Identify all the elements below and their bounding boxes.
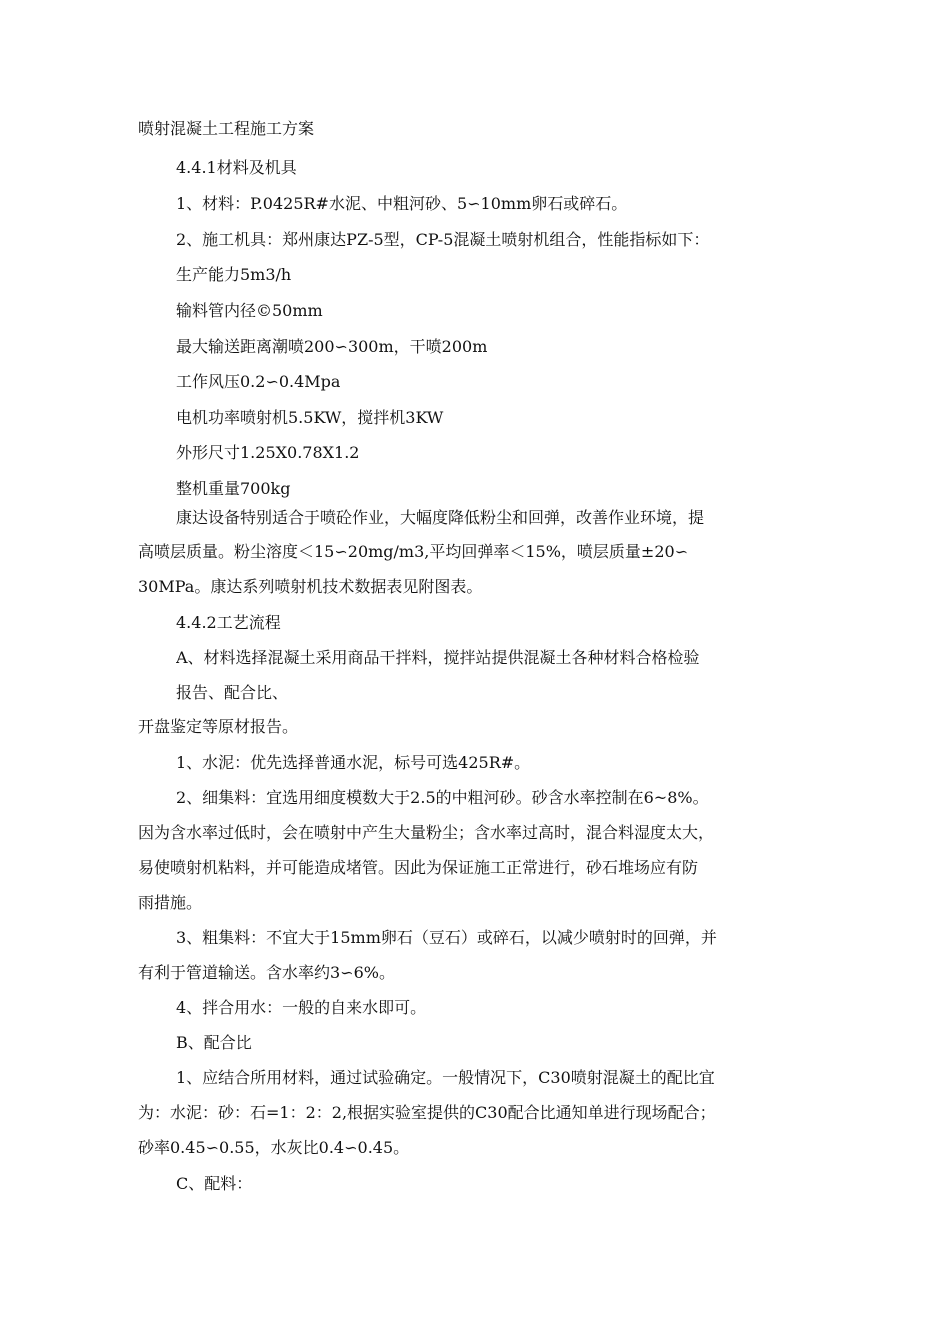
- spec-line: 最大输送距离潮喷200∽300m，干喷200m: [176, 337, 488, 356]
- paragraph-line: 有利于管道输送。含水率约3∽6%。: [138, 963, 395, 982]
- spec-line: 生产能力5m3/h: [176, 265, 292, 284]
- spec-line: 电机功率喷射机5.5KW，搅拌机3KW: [176, 408, 444, 427]
- paragraph-line: 因为含水率过低时，会在喷射中产生大量粉尘；含水率过高时，混合料湿度太大，: [138, 823, 715, 842]
- paragraph-line: 3、粗集料：不宜大于15mm卵石（豆石）或碎石，以减少喷射时的回弹，并: [176, 928, 717, 947]
- spec-line: 外形尺寸1.25X0.78X1.2: [176, 443, 360, 462]
- paragraph-line: 1、应结合所用材料，通过试验确定。一般情况下，C30喷射混凝土的配比宜: [176, 1068, 715, 1087]
- paragraph-line: 为：水泥：砂：石=1：2：2,根据实验室提供的C30配合比通知单进行现场配合；: [138, 1103, 716, 1122]
- document-title: 喷射混凝土工程施工方案: [138, 119, 315, 138]
- paragraph-line: 4、拌合用水：一般的自来水即可。: [176, 998, 427, 1017]
- paragraph-line: 开盘鉴定等原材报告。: [138, 717, 299, 736]
- paragraph-line: 康达设备特别适合于喷砼作业，大幅度降低粉尘和回弹，改善作业环境，提: [176, 508, 705, 527]
- paragraph-line: A、材料选择混凝土采用商品干拌料，搅拌站提供混凝土各种材料合格检验: [176, 648, 700, 667]
- paragraph-line: 高喷层质量。粉尘溶度＜15∽20mg/m3,平均回弹率＜15%，喷层质量±20∽: [138, 542, 689, 561]
- paragraph-line: 报告、配合比、: [176, 683, 289, 702]
- paragraph-line: 2、施工机具：郑州康达PZ-5型，CP-5混凝土喷射机组合，性能指标如下：: [176, 230, 710, 249]
- spec-line: 输料管内径©50mm: [176, 301, 323, 320]
- section-heading: C、配料：: [176, 1174, 253, 1193]
- paragraph-line: 易使喷射机粘料，并可能造成堵管。因此为保证施工正常进行，砂石堆场应有防: [138, 858, 699, 877]
- section-heading: 4.4.2工艺流程: [176, 613, 281, 632]
- section-heading: 4.4.1材料及机具: [176, 158, 297, 177]
- spec-line: 工作风压0.2∽0.4Mpa: [176, 372, 341, 391]
- paragraph-line: 1、水泥：优先选择普通水泥，标号可选425R#。: [176, 753, 531, 772]
- paragraph-line: 2、细集料：宜选用细度模数大于2.5的中粗河砂。砂含水率控制在6~8%。: [176, 788, 709, 807]
- section-heading: B、配合比: [176, 1033, 252, 1052]
- paragraph-line: 1、材料：P.0425R#水泥、中粗河砂、5∽10mm卵石或碎石。: [176, 194, 628, 213]
- paragraph-line: 砂率0.45∽0.55，水灰比0.4∽0.45。: [138, 1138, 410, 1157]
- spec-line: 整机重量700kg: [176, 479, 291, 498]
- paragraph-line: 30MPa。康达系列喷射机技术数据表见附图表。: [138, 577, 483, 596]
- paragraph-line: 雨措施。: [138, 893, 203, 912]
